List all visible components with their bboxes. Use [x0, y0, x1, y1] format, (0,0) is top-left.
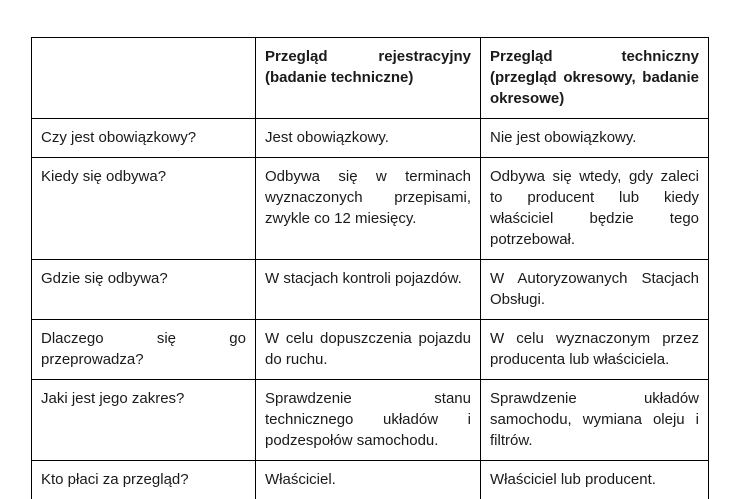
technical-cell: W Autoryzowanych Stacjach Obsługi.	[481, 260, 709, 320]
row-label-cell: Kiedy się odbywa?	[32, 158, 256, 260]
table-row	[32, 320, 709, 380]
table-row	[32, 260, 709, 320]
corner-cell	[32, 38, 256, 119]
row-label-cell: Gdzie się odbywa?	[32, 260, 256, 320]
registration-cell: Jest obowiązkowy.	[256, 119, 481, 158]
header-row	[32, 38, 709, 119]
registration-cell: W celu dopuszczenia pojazdu do ruchu.	[256, 320, 481, 380]
row-label-cell: Jaki jest jego zakres?	[32, 380, 256, 461]
table-row	[32, 461, 709, 499]
table-row	[32, 119, 709, 158]
registration-cell: Odbywa się w terminach wyznaczonych przepisami, zwykle co 12 miesięcy.	[256, 158, 481, 260]
technical-cell: W celu wyznaczonym przez producenta lub właściciela.	[481, 320, 709, 380]
registration-cell: Właściciel.	[256, 461, 481, 499]
table-row	[32, 380, 709, 461]
inspection-comparison-table	[31, 37, 709, 499]
row-label-cell: Czy jest obowiązkowy?	[32, 119, 256, 158]
technical-cell: Sprawdzenie układów samochodu, wymiana oleju i filtrów.	[481, 380, 709, 461]
registration-cell: Sprawdzenie stanu technicznego układów i podzespołów samochodu.	[256, 380, 481, 461]
row-label-cell: Dlaczego się go przeprowadza?	[32, 320, 256, 380]
technical-cell: Nie jest obowiązkowy.	[481, 119, 709, 158]
row-label-cell: Kto płaci za przegląd?	[32, 461, 256, 499]
technical-cell: Właściciel lub producent.	[481, 461, 709, 499]
table-row	[32, 158, 709, 260]
registration-header-cell: Przegląd rejestracyjny (badanie techniczne)	[256, 38, 481, 119]
registration-cell: W stacjach kontroli pojazdów.	[256, 260, 481, 320]
technical-cell: Odbywa się wtedy, gdy zaleci to producent lub kiedy właściciel będzie tego potrzebował.	[481, 158, 709, 260]
technical-header-cell: Przegląd techniczny (przegląd okresowy, badanie okresowe)	[481, 38, 709, 119]
